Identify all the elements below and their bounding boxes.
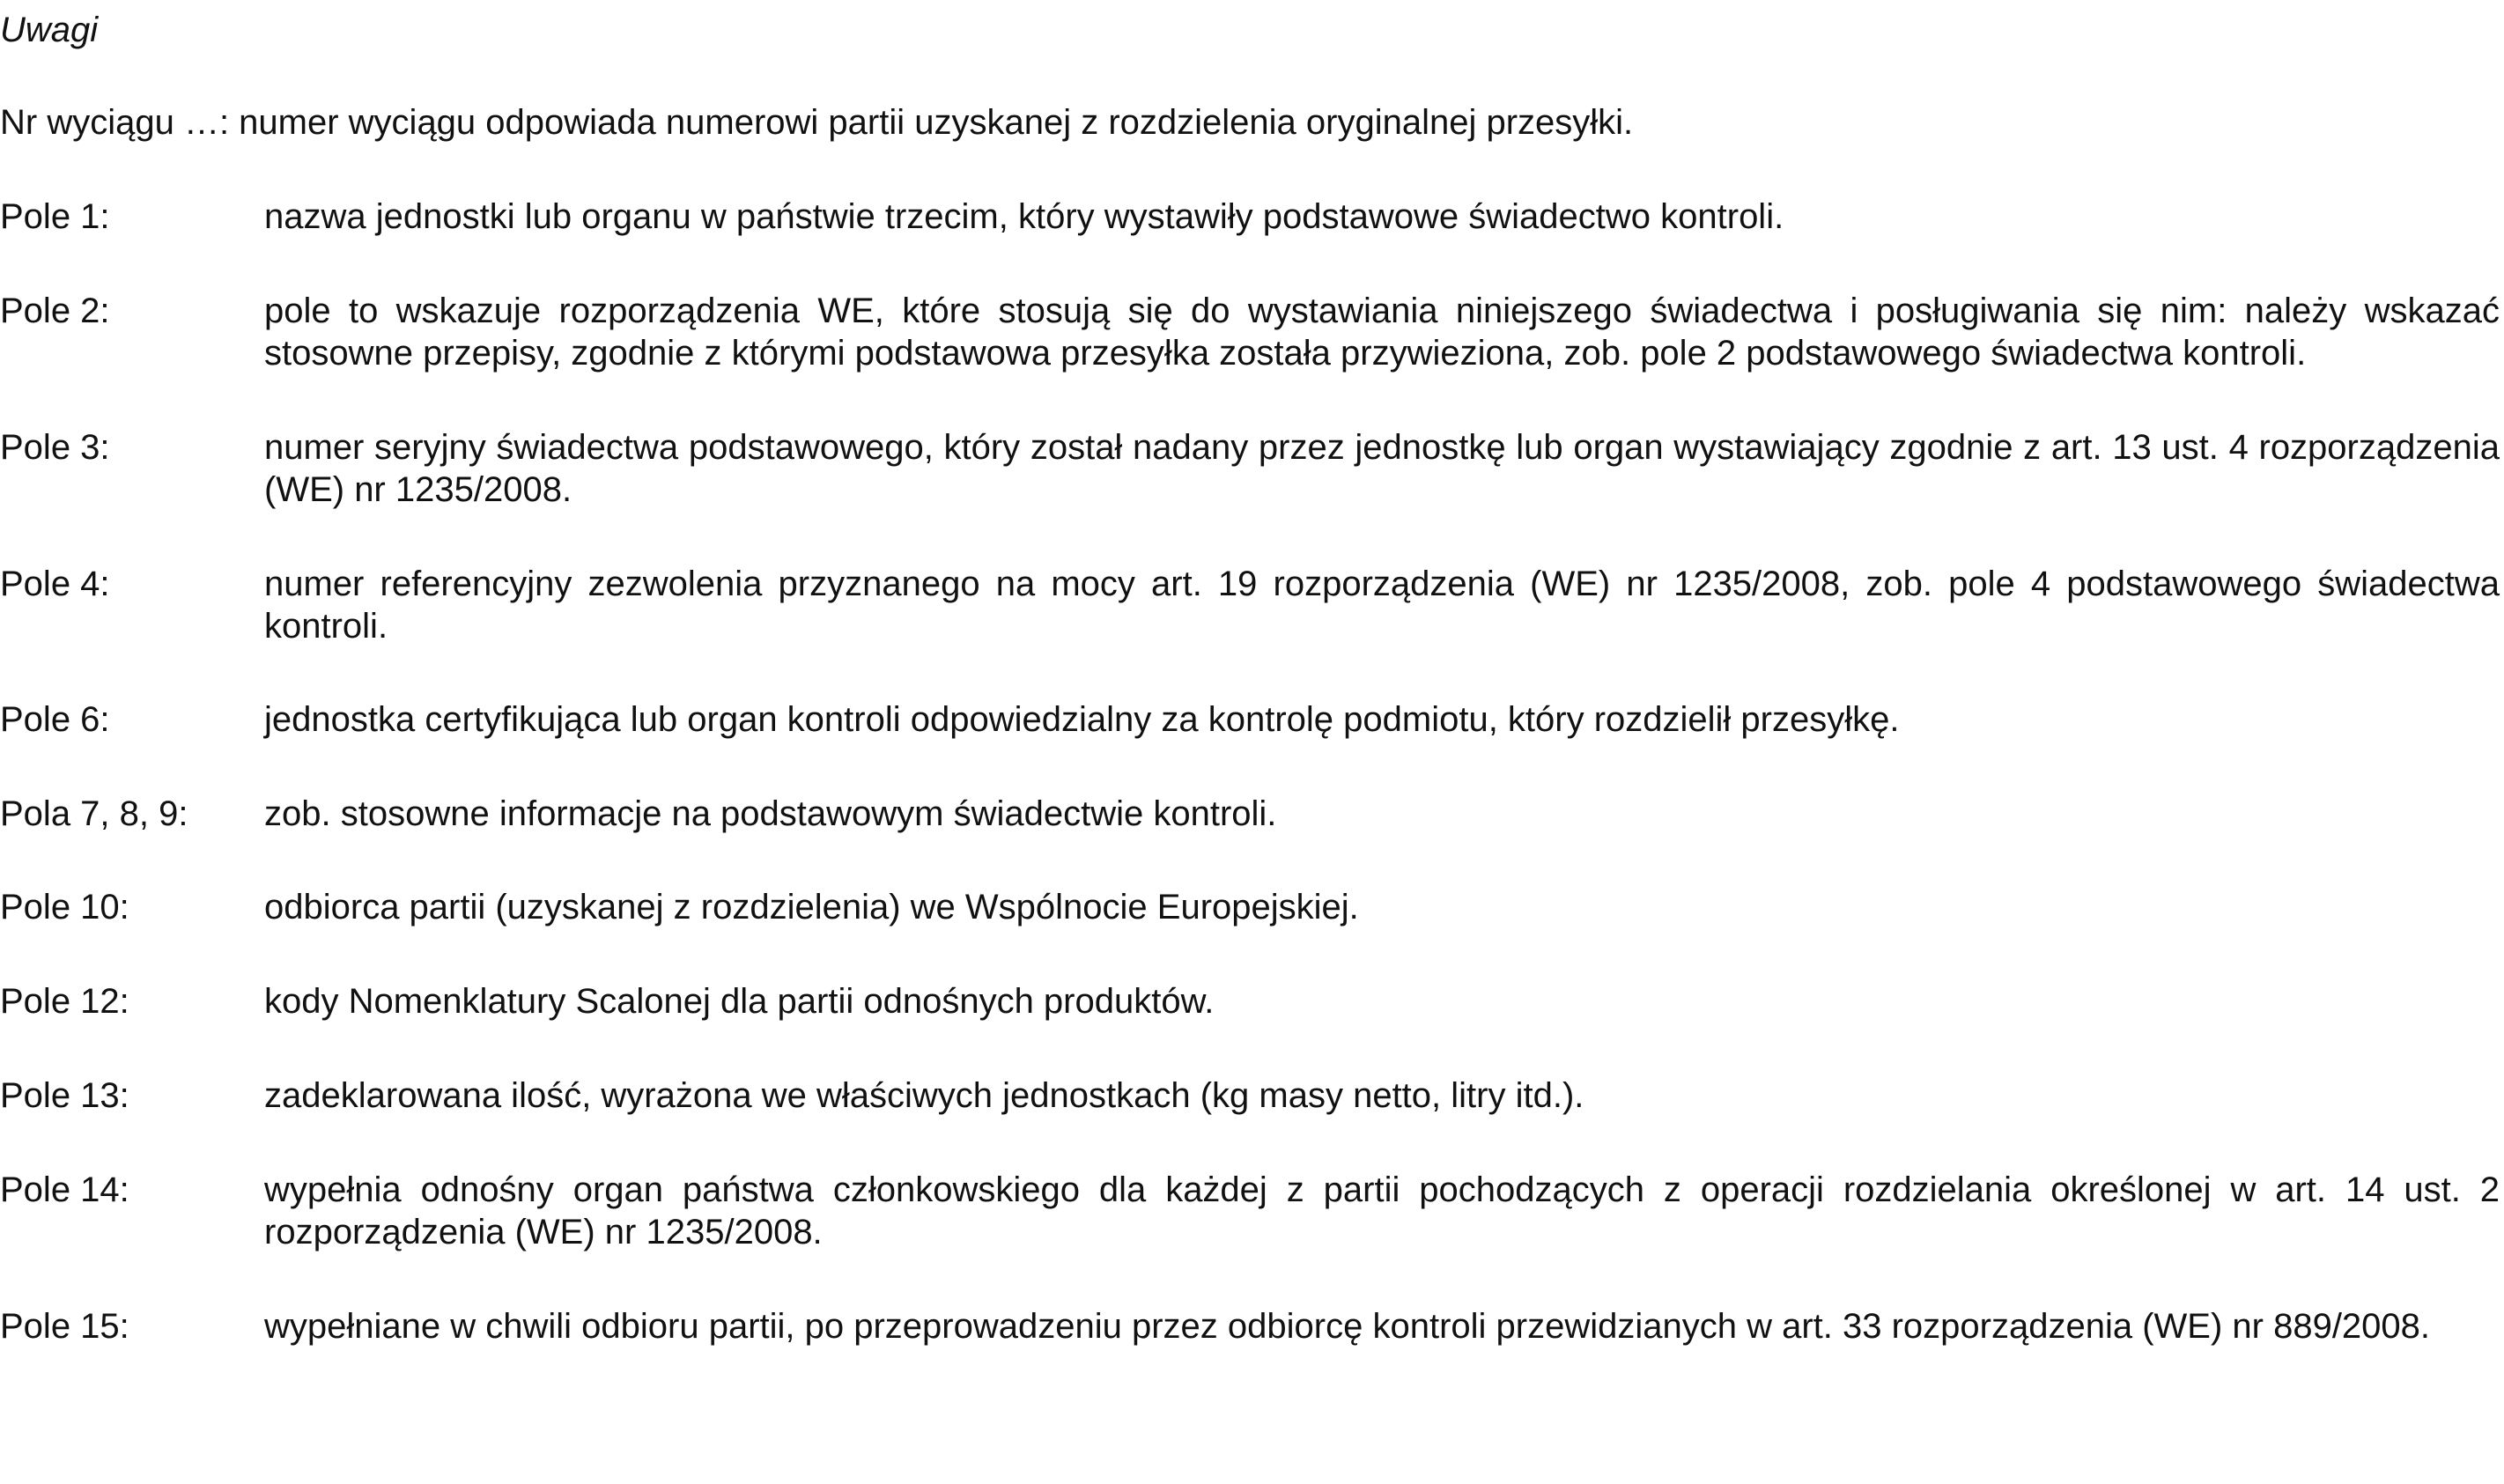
field-description: odbiorca partii (uzyskanej z rozdzielenia) we Wspólnocie Europejskiej. — [264, 888, 1359, 927]
notes-heading: Uwagi — [0, 11, 99, 49]
field-label: Pole 3: — [0, 428, 110, 467]
field-label: Pole 12: — [0, 982, 129, 1021]
field-description: kody Nomenklatury Scalonej dla partii odnośnych produktów. — [264, 982, 1215, 1021]
field-label: Pola 7, 8, 9: — [0, 794, 188, 833]
field-label: Pole 13: — [0, 1076, 129, 1115]
field-description: wypełniane w chwili odbioru partii, po przeprowadzeniu przez odbiorcę kontroli przewidzianych w art. 33 rozporządzenia (WE) nr 889/2008. — [264, 1307, 2431, 1346]
field-description: jednostka certyfikująca lub organ kontroli odpowiedzialny za kontrolę podmiotu, który rozdzielił przesyłkę. — [264, 700, 1900, 739]
field-description: zob. stosowne informacje na podstawowym świadectwie kontroli. — [264, 794, 1277, 833]
field-label: Pole 2: — [0, 292, 110, 330]
field-description: numer referencyjny zezwolenia przyznanego na mocy art. 19 rozporządzenia (WE) nr 1235/2008, zob. pole 4 podstawowego świadectwa kontroli. — [264, 565, 2500, 646]
field-description: wypełnia odnośny organ państwa członkowskiego dla każdej z partii pochodzących z operacji rozdzielania określonej w art. 14 ust. 2 rozporządzenia (WE) nr 1235/2008. — [264, 1170, 2500, 1251]
field-description: pole to wskazuje rozporządzenia WE, które stosują się do wystawiania niniejszego świadectwa i posługiwania się nim: należy wskazać stosowne przepisy, zgodnie z którymi podstawowa przesyłka została przywieziona, zob. pole 2 podstawowego świadectwa kontroli. — [264, 292, 2500, 373]
extract-number-note: Nr wyciągu …: numer wyciągu odpowiada numerowi partii uzyskanej z rozdzielenia oryginalnej przesyłki. — [0, 103, 1634, 142]
field-label: Pole 6: — [0, 700, 110, 739]
field-label: Pole 15: — [0, 1307, 129, 1346]
field-label: Pole 10: — [0, 888, 129, 927]
field-description: nazwa jednostki lub organu w państwie trzecim, który wystawiły podstawowe świadectwo kontroli. — [264, 197, 1784, 236]
field-description: numer seryjny świadectwa podstawowego, który został nadany przez jednostkę lub organ wystawiający zgodnie z art. 13 ust. 4 rozporządzenia (WE) nr 1235/2008. — [264, 428, 2500, 509]
field-label: Pole 4: — [0, 565, 110, 603]
field-description: zadeklarowana ilość, wyrażona we właściwych jednostkach (kg masy netto, litry itd.). — [264, 1076, 1584, 1115]
field-label: Pole 14: — [0, 1170, 129, 1209]
field-label: Pole 1: — [0, 197, 110, 236]
